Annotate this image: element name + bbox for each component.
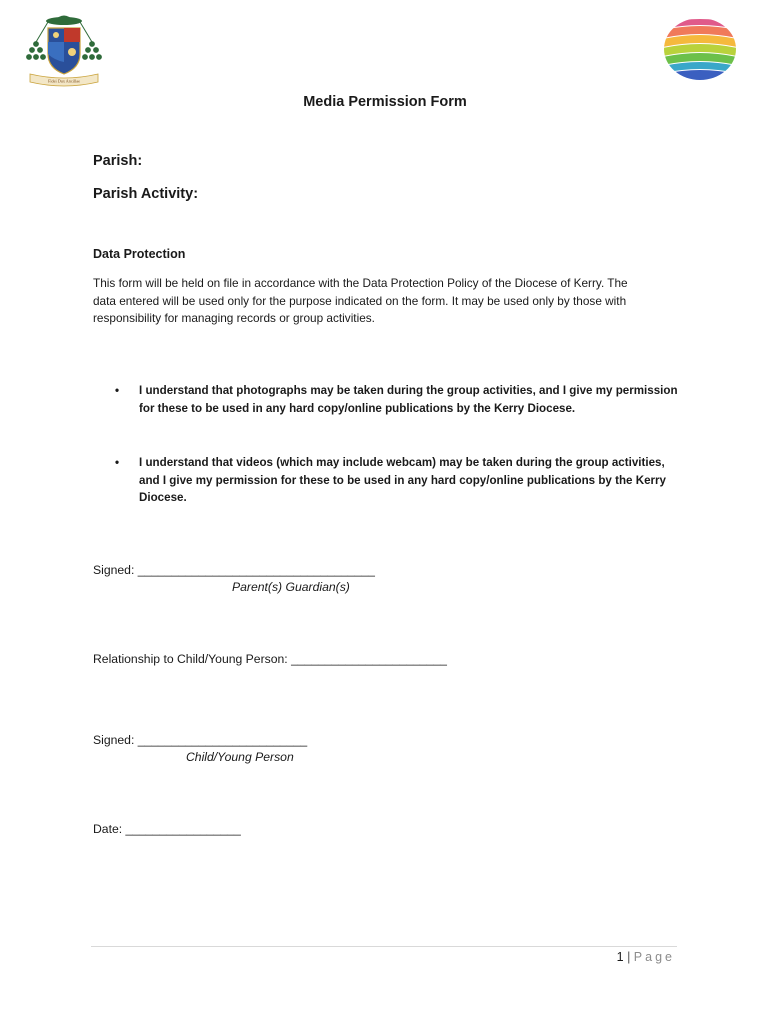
data-protection-text: This form will be held on file in accordance with the Data Protection Policy of the Diocese of Kerry. The data entered will be used only for the purpose indicated on the form. It may be used only by those with responsibility for managing records or group activities. [93, 276, 628, 326]
data-protection-heading: Data Protection [93, 247, 186, 261]
child-caption: Child/Young Person [186, 750, 294, 764]
crest-motto: Fidei Dux Ancillae [48, 78, 80, 84]
page-number-value: 1 [616, 950, 624, 964]
guardian-caption: Parent(s) Guardian(s) [232, 580, 350, 594]
parish-label: Parish: [93, 153, 143, 169]
rainbow-circle-icon [663, 17, 737, 81]
guardian-signature-line[interactable]: Signed: ___________________________________ [93, 563, 375, 577]
page-separator: | [627, 950, 631, 964]
child-signature-line[interactable]: Signed: _________________________ [93, 733, 308, 747]
photo-consent-text: I understand that photographs may be taken during the group activities, and I give my permission for these to be used in any hard copy/online publications by the Kerry Diocese. [139, 384, 678, 415]
parish-activity-label: Parish Activity: [93, 186, 199, 202]
footer-divider [91, 946, 677, 947]
date-line[interactable]: Date: _________________ [93, 822, 241, 836]
video-consent-text: I understand that videos (which may include webcam) may be taken during the group activities, and I give my permission for these to be used in any hard copy/online publications by the Kerry Diocese. [139, 456, 666, 505]
bullet-icon: • [115, 384, 120, 397]
diocese-crest-icon [24, 12, 104, 90]
page-title: Media Permission Form [303, 94, 467, 110]
page-number [617, 950, 675, 964]
relationship-line[interactable]: Relationship to Child/Young Person: _______________________ [93, 652, 447, 666]
page-word: Page [633, 950, 675, 964]
bullet-icon: • [115, 456, 120, 469]
